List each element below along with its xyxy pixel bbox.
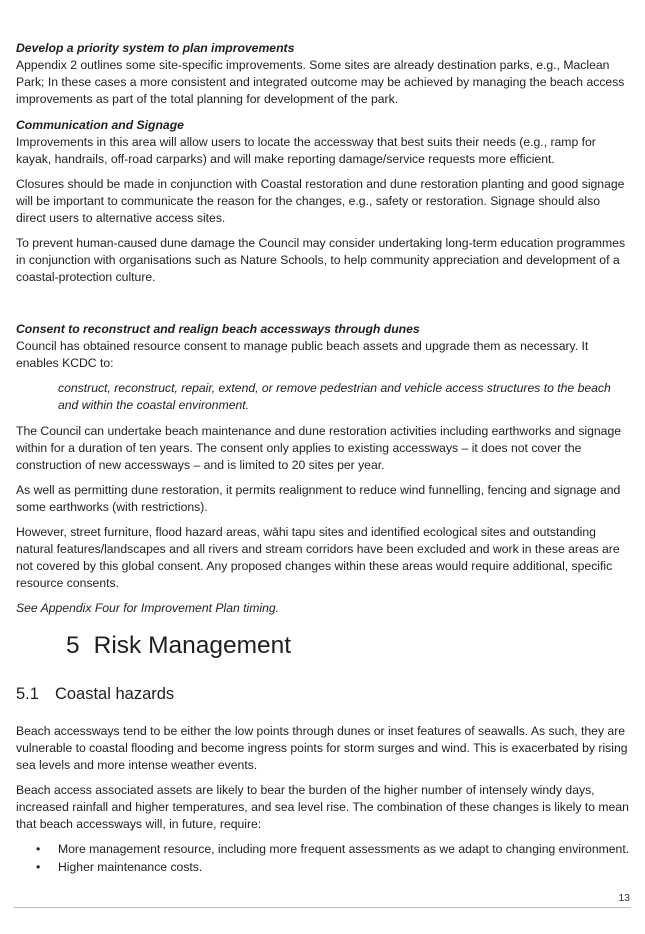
section-title: Risk Management xyxy=(93,632,292,659)
subsection-heading-coastal-hazards xyxy=(16,683,632,705)
consent-see-also: See Appendix Four for Improvement Plan timing. xyxy=(16,601,280,615)
subsection-number: 5.1 xyxy=(16,685,39,703)
bullet-icon: • xyxy=(36,860,41,874)
consent-heading: Consent to reconstruct and realign beach accessways through dunes xyxy=(16,322,420,336)
hazards-bullet-list xyxy=(16,841,632,876)
consent-paragraph-3: However, street furniture, flood hazard areas, wāhi tapu sites and identified ecological sites and outstanding natural features/landscapes and all rivers and stream corridors have been excluded and work in these areas are not covered by this global consent. Any proposed changes within these areas would require additional, specific resource consents. xyxy=(16,525,620,590)
list-item-text: More management resource, including more frequent assessments as we adapt to changing environment. xyxy=(58,842,630,856)
hazards-paragraph-2: Beach access associated assets are likely to bear the burden of the higher number of intensely windy days, increased rainfall and higher temperatures, and sea level rise. The combination of these changes is likely to mean that beach accessways will, in future, require: xyxy=(16,783,629,831)
priority-paragraph: Appendix 2 outlines some site-specific improvements. Some sites are already destination parks, e.g., Maclean Park; In these cases a more consistent and integrated outcome may be achieved by managing the beach access improvements as part of the total planning for development of the park. xyxy=(16,58,625,106)
hazards-paragraph-1: Beach accessways tend to be either the low points through dunes or inset features of seawalls. As such, they are vulnerable to coastal flooding and become ingress points for storm surges and wind. This is exacerbated by rising sea levels and more intense weather events. xyxy=(16,724,628,772)
communication-paragraph-1: Improvements in this area will allow users to locate the accessway that best suits their needs (e.g., ramp for kayak, handrails, off-road carparks) and will make reporting damage/service requests more efficient. xyxy=(16,135,596,166)
consent-section xyxy=(16,321,632,617)
bullet-icon: • xyxy=(36,842,41,856)
footer-divider xyxy=(14,907,631,908)
communication-heading: Communication and Signage xyxy=(16,118,184,132)
priority-heading: Develop a priority system to plan improvements xyxy=(16,41,295,55)
spacer xyxy=(16,295,632,321)
list-item xyxy=(16,859,632,876)
priority-section xyxy=(16,40,632,108)
communication-section xyxy=(16,117,632,286)
document-page xyxy=(16,40,632,877)
list-item-text: Higher maintenance costs. xyxy=(58,860,203,874)
consent-quote: construct, reconstruct, repair, extend, or remove pedestrian and vehicle access structures to the beach and within the coastal environment. xyxy=(58,381,611,412)
communication-paragraph-2: Closures should be made in conjunction with Coastal restoration and dune restoration planting and good signage will be important to communicate the reason for the changes, e.g., safety or restoration. Signage should also direct users to alternative access sites. xyxy=(16,177,625,225)
consent-paragraph-2: As well as permitting dune restoration, it permits realignment to reduce wind funnelling, fencing and signage and some earthworks (with restrictions). xyxy=(16,483,621,514)
communication-paragraph-3: To prevent human-caused dune damage the Council may consider undertaking long-term education programmes in conjunction with organisations such as Nature Schools, to help community appreciation and development of a coastal-protection culture. xyxy=(16,236,626,284)
subsection-title: Coastal hazards xyxy=(54,685,175,703)
consent-intro: Council has obtained resource consent to manage public beach assets and upgrade them as necessary. It enables KCDC to: xyxy=(16,339,589,370)
page-number: 13 xyxy=(618,892,630,904)
section-heading-risk xyxy=(66,631,632,661)
list-item xyxy=(16,841,632,858)
consent-paragraph-1: The Council can undertake beach maintenance and dune restoration activities including earthworks and signage within for a duration of ten years. The consent only applies to existing accessways – it does not cover the construction of new accessways – and is limited to 20 sites per year. xyxy=(16,424,622,472)
section-number: 5 xyxy=(66,632,80,659)
